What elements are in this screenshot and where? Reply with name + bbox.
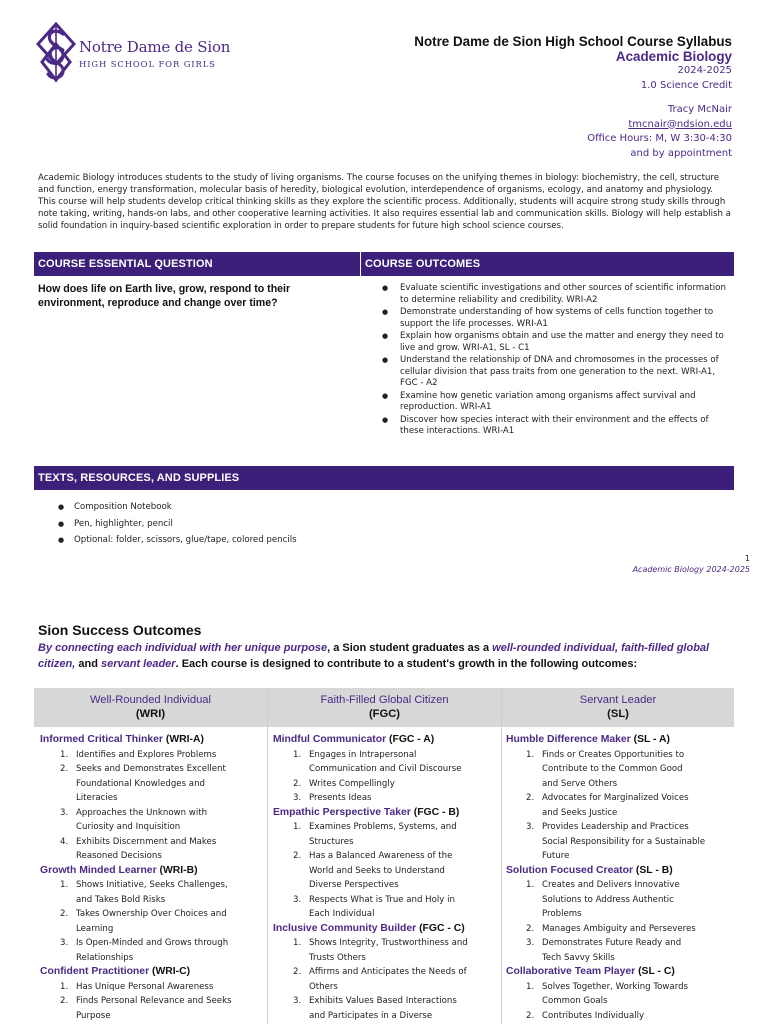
list-text: Problems [542,909,582,919]
outcome-list [40,980,266,1024]
list-text: Learning [76,923,114,934]
list-text: Reasoned Decisions [76,851,162,861]
list-item [60,936,266,951]
office-hours-appointment: and by appointment [630,147,732,159]
list-text: Writes Compellingly [309,778,395,789]
list-text: Exhibits Values Based Interactions [309,996,457,1006]
list-text: Respects What is True and Holy in [309,894,455,905]
list-text: Has Unique Personal Awareness [76,981,214,992]
outcome-section-heading [506,864,732,879]
list-text: and Serve Others [542,778,618,789]
supplies-header [34,466,734,490]
list-item [60,748,266,763]
column-title: Well-Rounded Individual [89,694,212,706]
outcome-list [40,878,266,965]
logo-name: Notre Dame de Sion [79,38,231,56]
list-item [293,980,499,995]
column-header-fgc [268,688,501,727]
list-text: Purpose [76,1010,111,1021]
column-divider [267,688,268,1024]
outcome-section-name: Growth Minded Learner [40,864,157,876]
list-item [60,1009,266,1024]
list-text: Contributes Individually [542,1010,645,1021]
list-number: 4. [60,836,69,847]
list-item [293,849,499,864]
course-description: Academic Biology introduces students to the study of living organisms. The course focuses on the unifying themes in biology: biochemistry, the cell, structure and function, energy transformation, molecular basis of heredity, biological evolution, interdependence of organisms, ecology, and anatomy and physiology. This course will help students develop critical thinking skills as they explore the scientific process. Additionally, students will acquire strong study skills through note taking, writing, hands-on labs, and other cooperative learning activities. It also requires essential lab and communication skills. Biology will help establish a solid foundation in inquiry-based scientific exploration in order to prepare students for future high school science courses. [38,173,731,232]
outcome-section-name: Informed Critical Thinker [40,734,163,745]
list-number: 1. [526,880,535,890]
outcome-section-name: Collaborative Team Player [506,966,636,977]
success-outcomes-intro [38,640,738,672]
list-item: ● Examine how genetic variation among organisms affect survival and reproduction. WRI-A1 [372,391,734,414]
list-item [293,936,499,951]
outcome-section-code: (SL - A) [633,734,670,745]
outcome-section-name: Confident Practitioner [40,966,150,977]
list-text: Creates and Delivers Innovative [542,880,680,890]
outcome-section-heading [273,806,499,821]
wri-outcomes-column [40,733,266,1023]
list-text: Exhibits Discernment and Makes [76,836,217,847]
list-item [526,777,732,792]
list-text: Tech Savvy Skills [542,952,615,963]
list-item [293,893,499,908]
list-item [526,893,732,908]
column-title: Servant Leader [579,694,657,706]
list-item [60,994,266,1009]
list-number: 1. [60,981,69,992]
outcome-section-name: Mindful Communicator [273,734,387,745]
list-number: 2. [526,1010,535,1021]
column-header-wri [34,688,267,727]
list-number: 2. [293,778,302,789]
list-item [526,835,732,850]
list-number: 3. [293,996,302,1006]
outcome-section-code: (WRI-A) [165,734,204,745]
outcome-list [273,936,499,1023]
list-text: Identifies and Explores Problems [76,749,217,760]
list-item [526,878,732,893]
outcome-section-name: Inclusive Community Builder [273,922,417,934]
list-text: Literacies [76,793,118,803]
sl-outcomes-column [506,733,732,1023]
outcome-section-code: (WRI-B) [159,864,198,876]
list-text: Engages in Intrapersonal [309,749,417,760]
list-text: Others [309,981,338,992]
list-text: Has a Balanced Awareness of the [309,851,453,861]
list-text: Shows Integrity, Trustworthiness and [309,938,468,948]
list-number: 3. [526,822,535,832]
list-item [60,835,266,850]
list-item [293,965,499,980]
outcome-list [273,748,499,806]
outcome-section-code: (FGC - A) [389,734,435,745]
essential-question-header [34,252,360,276]
list-text: Social Responsibility for a Sustainable [542,836,706,847]
outcome-section-heading [40,864,266,879]
list-text: and Seeks Justice [542,807,618,818]
outcome-section-heading [506,965,732,980]
list-text: Trusts Others [309,952,366,963]
outcome-list [40,748,266,864]
list-text: Demonstrates Future Ready and [542,938,682,948]
column-title: Faith-Filled Global Citizen [320,694,449,706]
list-number: 3. [60,807,69,818]
list-item [526,806,732,821]
intro-text: and [75,658,101,670]
list-number: 3. [60,938,69,948]
list-item [526,907,732,922]
list-text: and Participates in a Diverse [309,1010,433,1021]
list-text: Finds Personal Relevance and Seeks [76,996,232,1006]
list-item [60,951,266,966]
list-text: Foundational Knowledges and [76,778,205,789]
list-item [526,980,732,995]
list-number: 1. [60,749,69,760]
column-header-sl [502,688,734,727]
list-text: Relationships [76,952,134,963]
teacher-name: Tracy McNair [667,104,732,115]
intro-emphasis: well-rounded individual, faith-filled global citizen, [38,642,710,670]
list-number: 3. [293,793,302,803]
list-item [60,849,266,864]
list-text: World and Seeks to Understand [309,865,445,876]
school-logo [36,22,246,88]
list-item [526,849,732,864]
outcome-section-code: (FGC - B) [413,806,460,818]
list-text: Communication and Civil Discourse [309,764,462,774]
list-number: 2. [60,909,69,919]
list-text: Structures [309,836,354,847]
list-item [60,878,266,893]
outcome-section-heading [273,922,499,937]
list-text: Affirms and Anticipates the Needs of [309,967,467,977]
intro-text: , a Sion student graduates as a [327,642,493,654]
page-number: 1 [744,554,750,563]
list-text: Advocates for Marginalized Voices [542,793,689,803]
list-text: Diverse Perspectives [309,880,399,890]
list-item: ● Explain how organisms obtain and use the matter and energy they need to live and grow. WRI-A1, SL - C1 [372,331,734,354]
list-number: 3. [293,894,302,905]
list-text: Provides Leadership and Practices [542,822,689,832]
list-item [293,791,499,806]
outcome-section-code: (FGC - C) [419,922,465,934]
list-item [526,748,732,763]
list-number: 1. [293,822,302,832]
list-item: ● Demonstrate understanding of how systems of cells function together to support the life processes. WRI-A1 [372,307,734,330]
supplies-header-label: TEXTS, RESOURCES, AND SUPPLIES [38,472,240,484]
outcome-list [506,878,732,965]
page-footer: Academic Biology 2024-2025 [632,565,750,574]
list-item [526,1009,732,1024]
list-item: ● Evaluate scientific investigations and other sources of scientific information to determine reliability and credibility. WRI-A2 [372,283,734,306]
outcome-section-name: Empathic Perspective Taker [273,806,411,818]
list-item [60,762,266,777]
list-item [293,994,499,1009]
list-item [293,762,499,777]
list-number: 2. [526,923,535,934]
office-hours: Office Hours: M, W 3:30-4:30 [587,133,732,144]
list-item: ● Optional: folder, scissors, glue/tape, colored pencils [58,532,297,549]
list-item [60,820,266,835]
list-item [60,907,266,922]
outcome-list [506,980,732,1024]
list-item [526,951,732,966]
course-credit: 1.0 Science Credit [640,79,732,91]
list-text: Seeks and Demonstrates Excellent [76,764,226,774]
list-number: 1. [293,938,302,948]
list-text: Takes Ownership Over Choices and [76,909,227,919]
outcome-list [506,748,732,864]
list-text: Solves Together, Working Towards [542,981,689,992]
list-item [293,777,499,792]
outcome-section-heading [40,965,266,980]
list-number: 2. [60,996,69,1006]
list-text: and Takes Bold Risks [76,894,166,905]
course-outcomes-list [372,283,734,439]
list-item [293,1009,499,1024]
outcome-section-name: Solution Focused Creator [506,864,634,876]
list-item: ● Composition Notebook [58,499,297,516]
column-divider [501,688,502,1024]
outcome-section-name: Humble Difference Maker [506,734,631,745]
syllabus-header [414,34,732,161]
intro-text: . Each course is designed to contribute to a student's growth in the following outcomes: [175,658,638,670]
list-item [293,907,499,922]
list-number: 1. [293,749,302,760]
fgc-outcomes-column [273,733,499,1023]
list-item [60,791,266,806]
list-number: 2. [60,764,69,774]
list-text: Manages Ambiguity and Perseveres [542,923,696,934]
teacher-email-link[interactable]: tmcnair@ndsion.edu [628,118,732,130]
list-item [526,936,732,951]
intro-emphasis: servant leader [100,658,176,670]
list-item [526,791,732,806]
sion-crest-icon [36,22,76,86]
list-item [526,994,732,1009]
list-item [526,922,732,937]
supplies-list [58,499,297,549]
list-text: Common Goals [542,996,608,1006]
list-text: Finds or Creates Opportunities to [542,749,685,760]
outcome-section-heading [40,733,266,748]
list-number: 2. [293,851,302,861]
outcome-section-heading [273,733,499,748]
course-name: Academic Biology [615,49,732,64]
list-item [60,893,266,908]
list-text: Contribute to the Common Good [542,764,683,774]
course-outcomes-header [361,252,734,276]
outcome-section-heading [506,733,732,748]
list-number: 3. [526,938,535,948]
column-abbr: (WRI) [135,708,166,720]
list-number: 1. [60,880,69,890]
list-item [526,762,732,777]
list-text: Each Individual [309,909,375,919]
list-item: ● Understand the relationship of DNA and chromosomes in the processes of cellular division that pass traits from one generation to the next. WRI-A1, FGC - A2 [372,355,734,390]
list-item: ● Pen, highlighter, pencil [58,516,297,533]
list-text: Presents Ideas [309,793,372,803]
syllabus-title: Notre Dame de Sion High School Course Syllabus [414,34,732,49]
list-item [293,878,499,893]
list-item [526,820,732,835]
list-item [293,820,499,835]
outcome-section-code: (WRI-C) [152,966,191,977]
list-number: 1. [526,981,535,992]
list-item [293,864,499,879]
list-text: Curiosity and Inquisition [76,822,181,832]
essential-question-header-label: COURSE ESSENTIAL QUESTION [38,258,213,270]
list-item [293,951,499,966]
logo-subtitle: HIGH SCHOOL FOR GIRLS [79,59,216,69]
list-item [293,835,499,850]
outcome-list [273,820,499,922]
list-text: Is Open-Minded and Grows through [76,938,229,948]
essential-question: How does life on Earth live, grow, respond to their environment, reproduce and change over time? [38,283,291,309]
success-outcomes-title: Sion Success Outcomes [38,622,202,638]
column-abbr: (SL) [607,708,629,720]
list-item [60,806,266,821]
list-text: Shows Initiative, Seeks Challenges, [76,880,228,890]
column-abbr: (FGC) [368,708,401,720]
list-number: 2. [526,793,535,803]
list-text: Future [542,851,570,861]
list-item [60,922,266,937]
list-number: 1. [526,749,535,760]
list-item [293,748,499,763]
list-text: Approaches the Unknown with [76,807,208,818]
list-number: 2. [293,967,302,977]
list-item [60,980,266,995]
list-item [60,777,266,792]
outcome-section-code: (SL - C) [638,966,675,977]
outcome-section-code: (SL - B) [635,864,673,876]
school-year: 2024-2025 [677,65,732,76]
list-text: Solutions to Address Authentic [542,894,674,905]
intro-emphasis: By connecting each individual with her unique purpose [38,642,328,654]
course-outcomes-header-label: COURSE OUTCOMES [365,258,481,270]
list-text: Examines Problems, Systems, and [309,822,457,832]
list-item: ● Discover how species interact with their environment and the effects of these interactions. WRI-A1 [372,415,734,438]
